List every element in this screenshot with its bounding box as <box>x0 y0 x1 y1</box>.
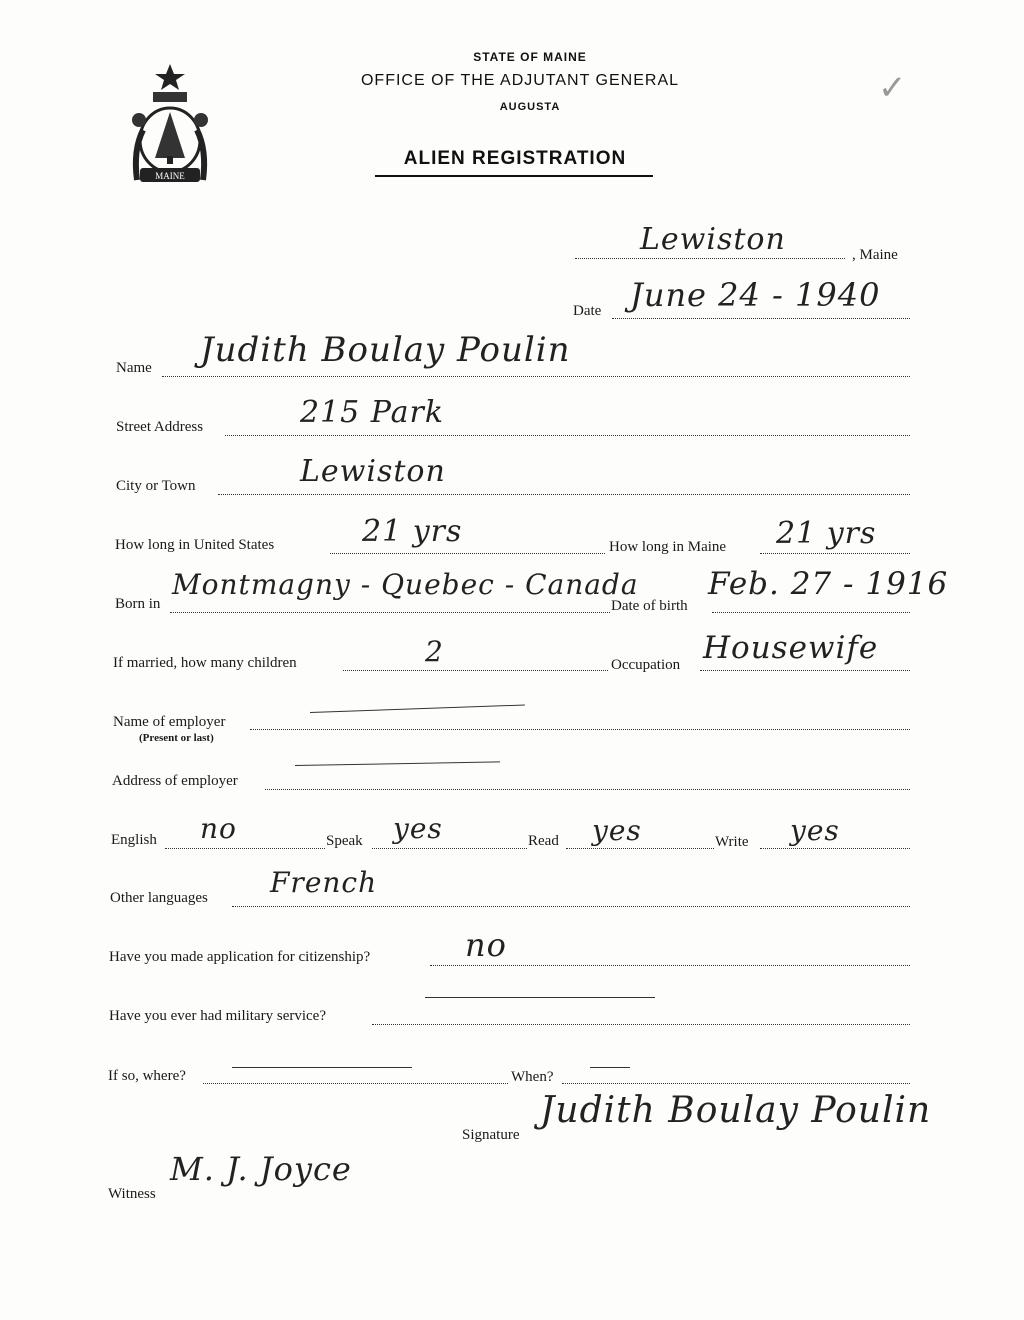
citizenship-line <box>430 965 910 966</box>
name-label: Name <box>116 360 152 376</box>
town-line <box>575 258 845 259</box>
occupation-entry: Housewife <box>703 630 879 666</box>
date-line <box>612 318 910 319</box>
children-entry: 2 <box>425 635 444 668</box>
how-long-maine-line <box>760 553 910 554</box>
signature-label: Signature <box>462 1127 520 1143</box>
signature-entry: Judith Boulay Poulin <box>540 1090 932 1131</box>
date-of-birth-label: Date of birth <box>611 598 688 614</box>
speak-entry: yes <box>393 812 443 845</box>
employer-name-line <box>250 729 910 730</box>
other-languages-line <box>232 906 910 907</box>
how-long-us-line <box>330 553 605 554</box>
employer-note: (Present or last) <box>139 732 214 744</box>
street-label: Street Address <box>116 419 204 435</box>
military-line <box>372 1024 910 1025</box>
when-label: When? <box>511 1069 554 1085</box>
other-languages-entry: French <box>270 866 378 899</box>
write-label: Write <box>715 834 749 850</box>
date-of-birth-line <box>712 612 910 613</box>
write-line <box>760 848 910 849</box>
how-long-us-entry: 21 yrs <box>362 514 463 549</box>
born-in-label: Born in <box>115 596 161 612</box>
date-label: Date <box>573 303 602 319</box>
speak-label: Speak <box>326 833 363 849</box>
military-label: Have you ever had military service? <box>109 1008 326 1024</box>
employer-address-label: Address of employer <box>112 773 238 789</box>
english-label: English <box>111 832 157 848</box>
how-long-us-label: How long in United States <box>115 537 275 553</box>
date-entry: June 24 - 1940 <box>630 276 881 314</box>
witness-label: Witness <box>108 1186 156 1202</box>
city-label: City or Town <box>116 478 196 494</box>
city-line <box>218 494 910 495</box>
military-dash <box>425 997 655 998</box>
employer-name-label: Name of employer <box>113 714 226 730</box>
how-long-maine-label: How long in Maine <box>609 539 727 555</box>
speak-line <box>372 848 527 849</box>
other-languages-label: Other languages <box>110 890 208 906</box>
employer-address-dash <box>295 761 500 766</box>
if-so-where-line <box>203 1083 508 1084</box>
seal-motto: MAINE <box>155 171 185 181</box>
city-heading: AUGUSTA <box>499 101 561 113</box>
maine-label: , Maine <box>852 247 898 263</box>
citizenship-label: Have you made application for citizenship? <box>109 949 371 965</box>
name-line <box>162 376 910 377</box>
street-line <box>225 435 910 436</box>
children-label: If married, how many children <box>113 655 297 671</box>
title-underline <box>375 175 653 177</box>
write-entry: yes <box>790 814 840 847</box>
citizenship-entry: no <box>465 926 507 964</box>
read-label: Read <box>528 833 559 849</box>
if-so-where-label: If so, where? <box>108 1068 186 1084</box>
name-entry: Judith Boulay Poulin <box>200 330 571 370</box>
employer-address-line <box>265 789 910 790</box>
form-title: ALIEN REGISTRATION <box>403 148 627 169</box>
english-entry: no <box>200 812 237 845</box>
town-entry: Lewiston <box>640 222 786 257</box>
maine-state-seal-icon <box>115 60 225 190</box>
born-in-entry: Montmagny - Quebec - Canada <box>172 568 639 601</box>
city-entry: Lewiston <box>300 454 446 489</box>
read-entry: yes <box>592 814 642 847</box>
occupation-line <box>700 670 910 671</box>
street-entry: 215 Park <box>300 395 445 430</box>
witness-entry: M. J. Joyce <box>170 1150 352 1188</box>
date-of-birth-entry: Feb. 27 - 1916 <box>708 566 949 602</box>
how-long-maine-entry: 21 yrs <box>776 516 877 551</box>
office-heading: OFFICE OF THE ADJUTANT GENERAL <box>360 72 680 89</box>
if-so-where-dash <box>232 1067 412 1068</box>
born-in-line <box>170 612 610 613</box>
children-line <box>343 670 608 671</box>
employer-name-dash <box>310 704 525 713</box>
state-heading: STATE OF MAINE <box>473 50 587 64</box>
read-line <box>566 848 714 849</box>
check-mark: ✓ <box>878 68 908 108</box>
when-dash <box>590 1067 630 1068</box>
occupation-label: Occupation <box>611 657 681 673</box>
when-line <box>562 1083 910 1084</box>
english-line <box>165 848 325 849</box>
